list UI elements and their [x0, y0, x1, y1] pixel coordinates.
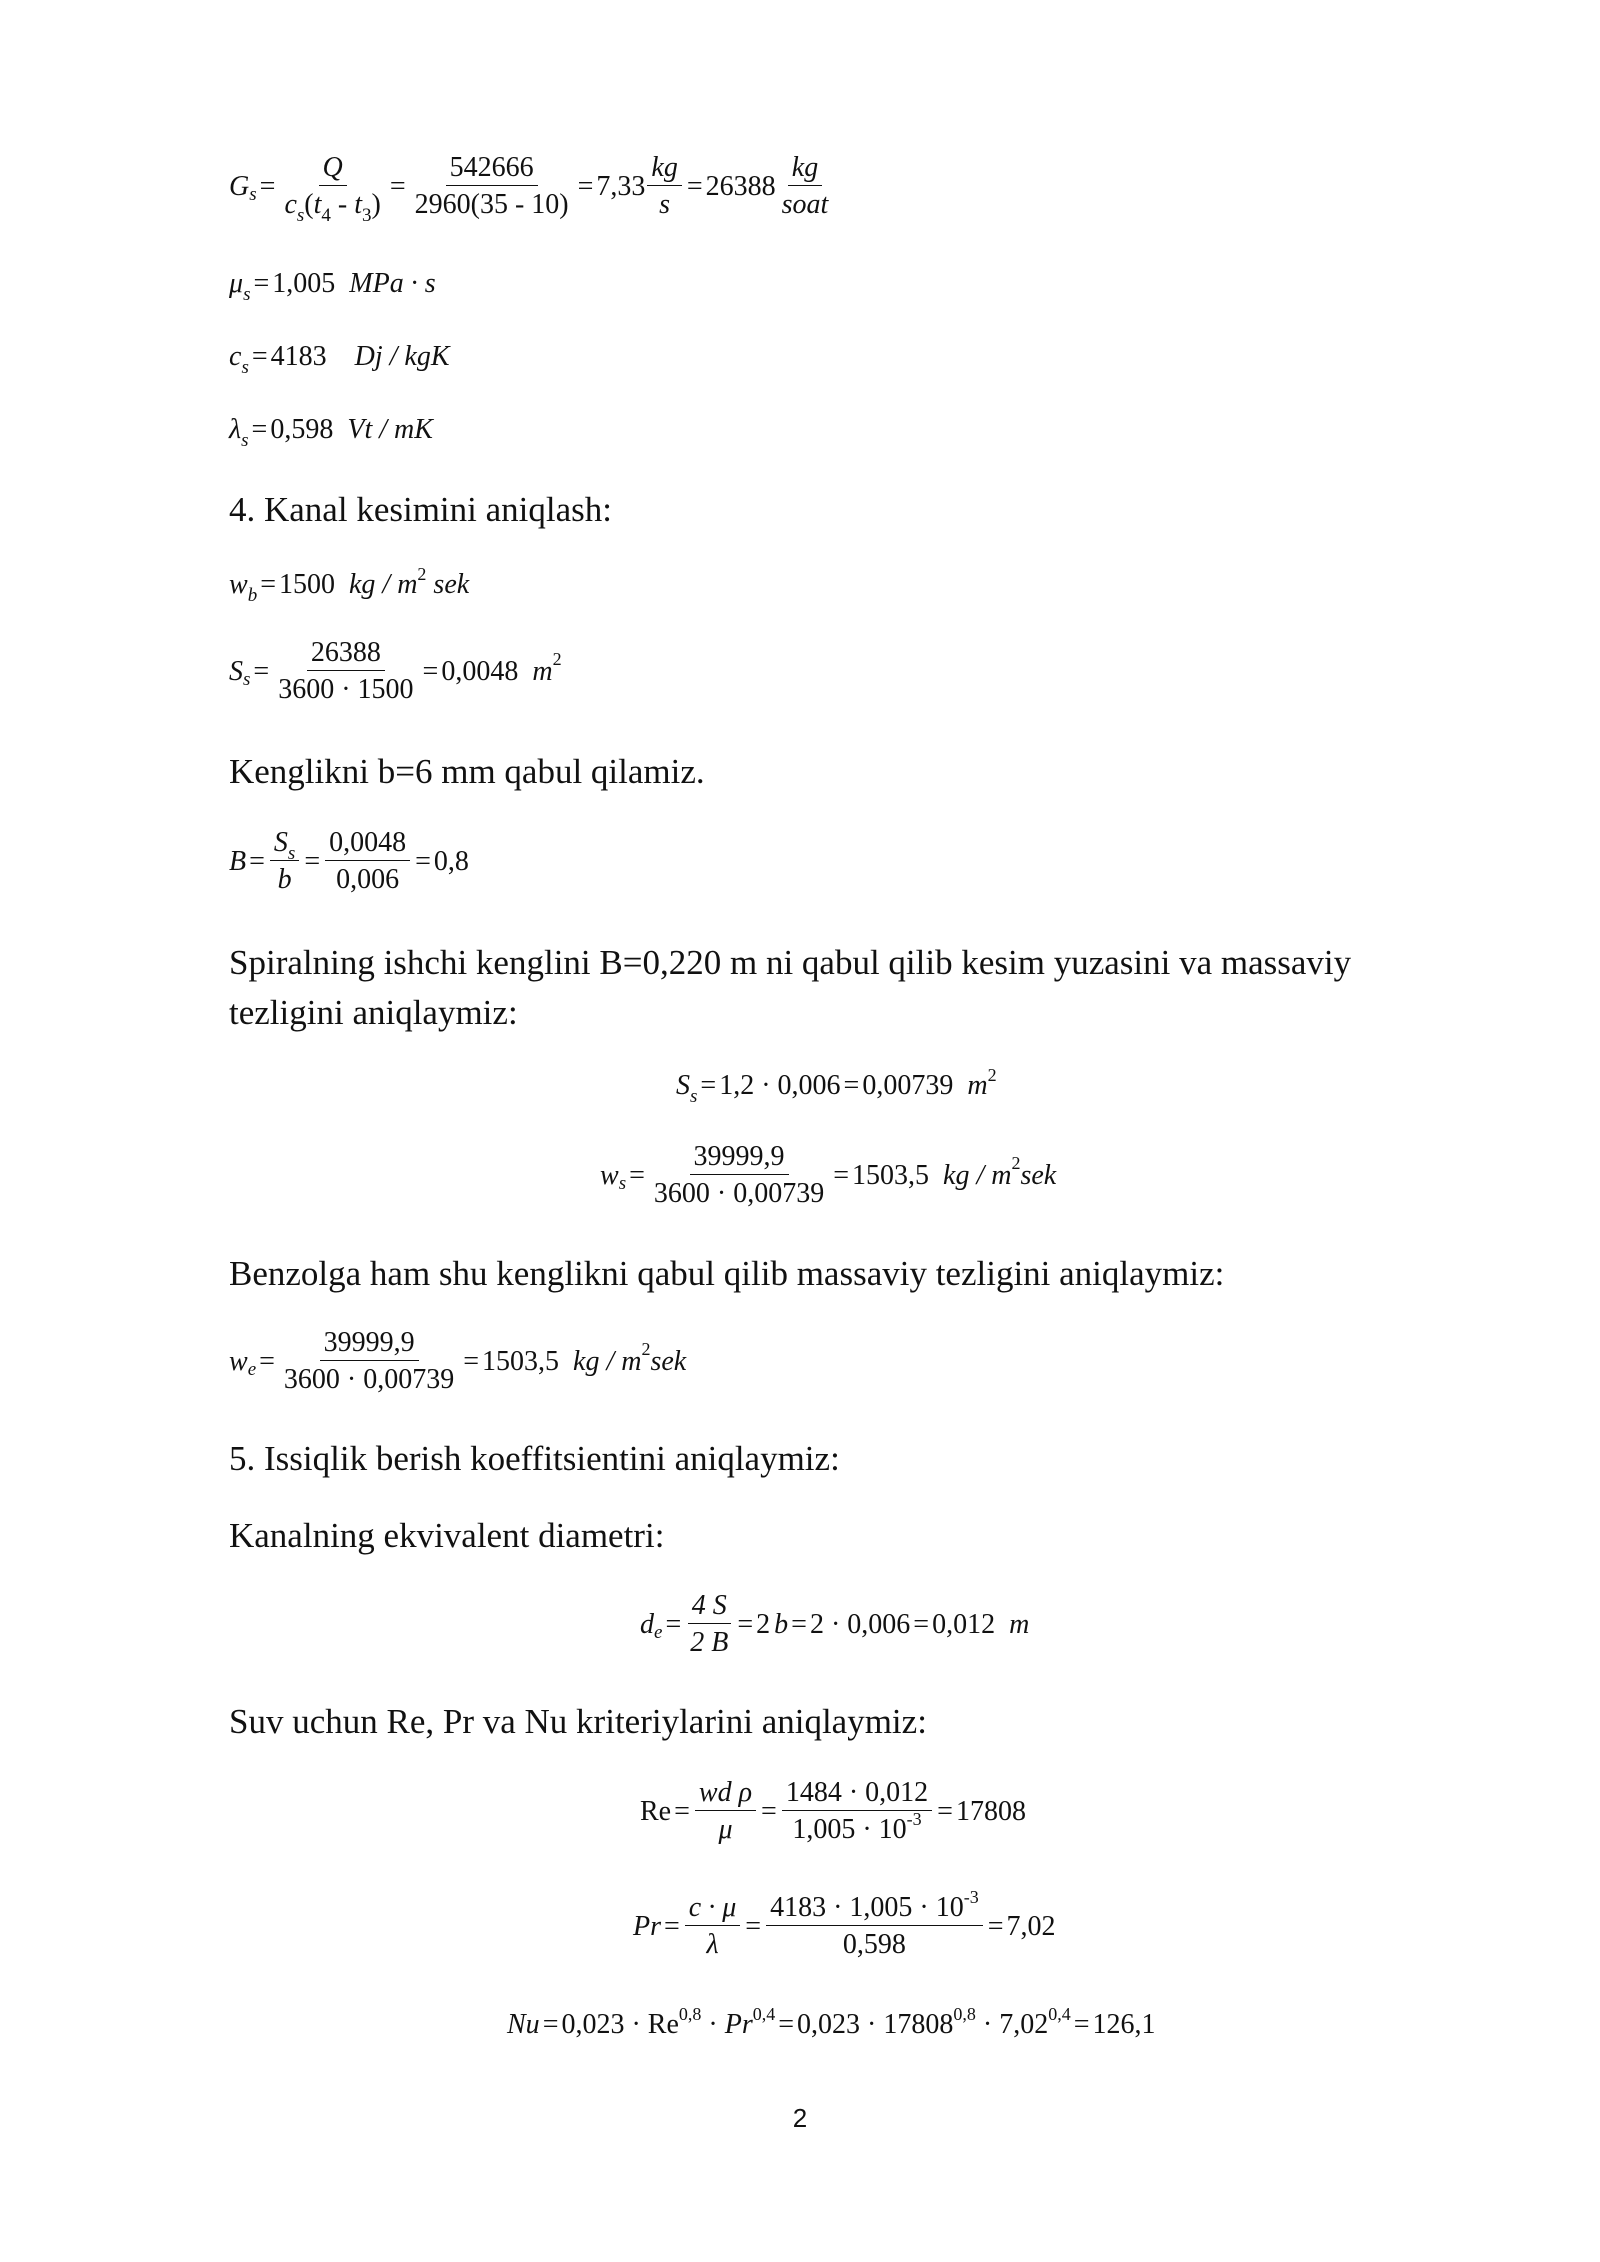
gs-f2-numerator: 542666	[446, 154, 538, 186]
b-f1-denominator: b	[277, 864, 292, 895]
pr-f2-numerator-sup: -3	[963, 1887, 979, 1907]
ss2-symbol: S	[676, 1070, 690, 1101]
wb-unit-b: sek	[433, 569, 470, 600]
ss1-fraction	[274, 639, 417, 704]
ss1-symbol: S	[229, 655, 243, 687]
we-unit-b: sek	[650, 1345, 687, 1377]
ss2-unit-sup: 2	[987, 1065, 997, 1085]
b-f1-numerator: S	[273, 827, 288, 858]
heading-kanal-kesimi: 4. Kanal kesimini aniqlash:	[229, 490, 612, 529]
nu-value: 126,1	[1092, 2009, 1156, 2040]
equation-ss-1: S s = $\frac{26388}{3600 \cdot 1500}$ = 0,0048 m 2	[229, 637, 562, 705]
de-expression: 2 · 0,006	[809, 1608, 911, 1640]
gs-fraction-2	[411, 154, 573, 219]
gs-unit-2-num: kg	[788, 154, 822, 186]
equation-cs: $c_s = 4183$ Dj / kgK	[229, 341, 450, 378]
nu-part-2: ·	[701, 2009, 725, 2040]
lambda-subscript: s	[241, 430, 249, 451]
de-value: 0,012	[932, 1608, 996, 1640]
de-numerator: 4 S	[688, 1592, 731, 1624]
gs-unit-1-num: kg	[647, 154, 681, 186]
equation-wb: $w_b = 1500$ kg / $m^2$ sek	[229, 564, 470, 606]
page-number: 2	[792, 2103, 808, 2133]
cs-unit: Dj / kgK	[354, 341, 450, 372]
gs-f1-c-sub: s	[296, 205, 305, 226]
nu-part-4-sup: 0,8	[953, 2004, 976, 2024]
ss2-value: 0,00739	[862, 1070, 954, 1101]
lambda-symbol: λ	[229, 414, 242, 445]
we-unit-sup: 2	[641, 1338, 651, 1359]
re-f2-denominator: 1,005 · 10	[792, 1814, 907, 1845]
ws-subscript: s	[618, 1173, 627, 1194]
gs-subscript: s	[249, 184, 257, 205]
equation-re: Re = $\frac{\text{wd ρ}}{\mu}$ = $\frac{1484 \cdot 0,012}{1,005 \cdot 10^{-3}}$ = 17808	[640, 1777, 1026, 1845]
nu-symbol: Nu	[507, 2009, 540, 2040]
gs-f1-t3: t	[354, 189, 362, 220]
de-mid-a: 2	[756, 1608, 771, 1640]
ws-denominator: 3600 · 0,00739	[653, 1178, 825, 1209]
gs-f2-denominator: 2960(35 - 10)	[414, 189, 569, 220]
wb-value: 1500	[278, 569, 335, 600]
wb-subscript: b	[247, 585, 258, 606]
gs-f1-t4-sub: 4	[321, 205, 331, 226]
mu-subscript: s	[243, 284, 251, 305]
we-denominator: 3600 · 0,00739	[283, 1364, 455, 1395]
b-f2-denominator: 0,006	[336, 864, 400, 895]
paragraph-kenglik: Kenglikni b=6 mm qabul qilamiz.	[229, 752, 705, 791]
re-f1-denominator: μ	[718, 1814, 733, 1845]
mu-symbol: μ	[229, 268, 244, 299]
ss2-unit: m	[967, 1070, 988, 1101]
we-numerator: 39999,9	[320, 1329, 419, 1361]
paragraph-benzol: Benzolga ham shu kenglikni qabul qilib massaviy tezligini aniqlaymiz:	[229, 1254, 1225, 1293]
equation-b: B = $\frac{S_s}{b}$ = $\frac{0,0048}{0,006}$ = 0,8	[229, 827, 469, 895]
de-unit: m	[1009, 1608, 1030, 1640]
b-value: 0,8	[433, 845, 469, 877]
re-fraction-1	[695, 1779, 756, 1844]
wb-unit-sup: 2	[417, 564, 427, 584]
ss2-subscript: s	[690, 1086, 698, 1107]
de-symbol: d	[640, 1608, 654, 1640]
gs-symbol: G	[229, 170, 250, 202]
equation-mu: $\mu_s = 1,005$ MPa · s	[229, 268, 436, 305]
equation-ss-2: $S_s = 1,2 \cdot 0,006 = 0,00739$ $m^2$	[676, 1065, 997, 1107]
ws-unit-sup: 2	[1011, 1152, 1021, 1173]
de-mid-b: b	[774, 1608, 789, 1640]
equation-we: w e = $\frac{39999,9}{3600 \cdot 0,00739}$ = 1503,5 kg / m 2 sek	[229, 1327, 687, 1395]
gs-value-2: 26388	[705, 170, 776, 202]
we-unit-a: kg / m	[573, 1345, 642, 1377]
equation-pr: Pr = $\frac{c \cdot \mu}{\lambda}$ = $\frac{4183 \cdot 1,005 \cdot 10^{-3}}{0,598}$ = 7,02	[633, 1887, 1056, 1960]
re-f2-numerator: 1484 · 0,012	[782, 1779, 932, 1811]
b-f2-numerator: 0,0048	[325, 829, 410, 861]
de-fraction	[686, 1592, 732, 1657]
gs-unit-1	[647, 154, 681, 219]
b-fraction-1	[270, 829, 299, 894]
we-value: 1503,5	[482, 1345, 560, 1377]
ws-fraction	[650, 1143, 828, 1208]
gs-f1-numerator: Q	[319, 154, 347, 186]
gs-value-1: 7,33	[596, 170, 646, 202]
lambda-unit: Vt / mK	[347, 414, 433, 445]
gs-fraction-1: $\frac{Q}{c_s(t_4 - t_3)}$	[284, 152, 381, 226]
wb-symbol: w	[229, 569, 248, 600]
re-value: 17808	[955, 1795, 1026, 1827]
ss1-numerator: 26388	[307, 639, 385, 671]
gs-f1-t4: t	[313, 189, 322, 220]
mu-unit: MPa · s	[349, 268, 436, 299]
we-subscript: e	[247, 1359, 257, 1380]
b-f1-numerator-sub: s	[287, 843, 296, 864]
pr-fraction-1	[685, 1894, 740, 1959]
pr-f1-numerator: c · μ	[685, 1894, 740, 1926]
gs-f1-t3-sub: 3	[362, 205, 372, 226]
b-symbol: B	[229, 845, 247, 877]
lambda-value: 0,598	[270, 414, 334, 445]
equation-nu: $Nu = 0,023 \cdot Re^{0,8} \cdot Pr^{0,4} = 0,023 \cdot 17808^{0,8} \cdot 7,02^{0,4} = 126,1$	[507, 2004, 1156, 2040]
nu-part-3: Pr	[724, 2009, 753, 2040]
pr-f2-denominator: 0,598	[842, 1929, 906, 1960]
ss2-expression: 1,2 · 0,006	[719, 1070, 841, 1101]
heading-issiqlik: 5. Issiqlik berish koeffitsientini aniqlaymiz:	[229, 1439, 840, 1478]
wb-unit-a: kg / m	[348, 569, 418, 600]
gs-unit-2	[778, 154, 833, 219]
nu-part-3-sup: 0,4	[752, 2004, 776, 2024]
ss1-value: 0,0048	[441, 655, 519, 687]
nu-part-1: 0,023 · Re	[561, 2009, 679, 2040]
paragraph-diametr: Kanalning ekvivalent diametri:	[229, 1516, 665, 1555]
nu-part-1-sup: 0,8	[678, 2004, 702, 2024]
ws-value: 1503,5	[852, 1159, 930, 1191]
pr-f2-numerator: 4183 · 1,005 · 10	[770, 1892, 964, 1923]
gs-f1-c: c	[284, 189, 297, 220]
gs-unit-1-den: s	[659, 189, 671, 220]
pr-f1-denominator: λ	[706, 1929, 719, 1960]
ss1-subscript: s	[243, 669, 251, 690]
ws-unit-b: sek	[1020, 1159, 1057, 1191]
equation-lambda: $\lambda_s = 0,598$ Vt / mK	[229, 414, 433, 451]
de-subscript: e	[654, 1622, 663, 1643]
pr-symbol: Pr	[633, 1910, 661, 1942]
ws-numerator: 39999,9	[690, 1143, 789, 1175]
re-symbol: Re	[640, 1795, 672, 1827]
we-symbol: w	[229, 1345, 248, 1377]
ss1-denominator: 3600 · 1500	[278, 674, 414, 705]
re-f2-denominator-sup: -3	[906, 1809, 922, 1829]
ss1-unit: m	[532, 655, 553, 687]
paragraph-kriteriylar: Suv uchun Re, Pr va Nu kriteriylarini aniqlaymiz:	[229, 1702, 927, 1741]
we-fraction	[280, 1329, 458, 1394]
ss1-unit-sup: 2	[552, 648, 562, 669]
nu-part-4: 0,023 · 17808	[797, 2009, 954, 2040]
equation-gs: G s = $\frac{Q}{c_s(t_4 - t_3)}$ = $\frac{542666}{2960(35 - 10)}$ = 7,33 $\frac{kg}{s}$ = 26388 kg soat	[229, 154, 834, 219]
paragraph-spiral: Spiralning ishchi kenglini B=0,220 m ni qabul qilib kesim yuzasini va massaviy tezligini aniqlaymiz:	[229, 943, 1352, 1032]
b-fraction-2	[325, 829, 410, 894]
nu-part-5: · 7,02	[975, 2009, 1049, 2040]
equation-ws: w s = $\frac{39999,9}{3600 \cdot 0,00739}$ = 1503,5 kg / m 2 sek	[600, 1141, 1057, 1209]
pr-value: 7,02	[1006, 1910, 1056, 1942]
cs-symbol: c	[229, 341, 242, 372]
cs-subscript: s	[241, 357, 249, 378]
de-denominator: 2 B	[690, 1627, 729, 1658]
ws-symbol: w	[600, 1159, 619, 1191]
re-f1-numerator: wd ρ	[695, 1779, 756, 1811]
gs-unit-2-den: soat	[781, 189, 829, 220]
re-fraction-2	[782, 1779, 932, 1844]
equation-de: d e = $\frac{4 S}{2 B}$ = 2 b = 2 · 0,006 = 0,012 m	[640, 1590, 1030, 1658]
mu-value: 1,005	[272, 268, 336, 299]
ws-unit-a: kg / m	[943, 1159, 1012, 1191]
nu-part-5-sup: 0,4	[1048, 2004, 1071, 2024]
cs-value: 4183	[270, 341, 327, 372]
